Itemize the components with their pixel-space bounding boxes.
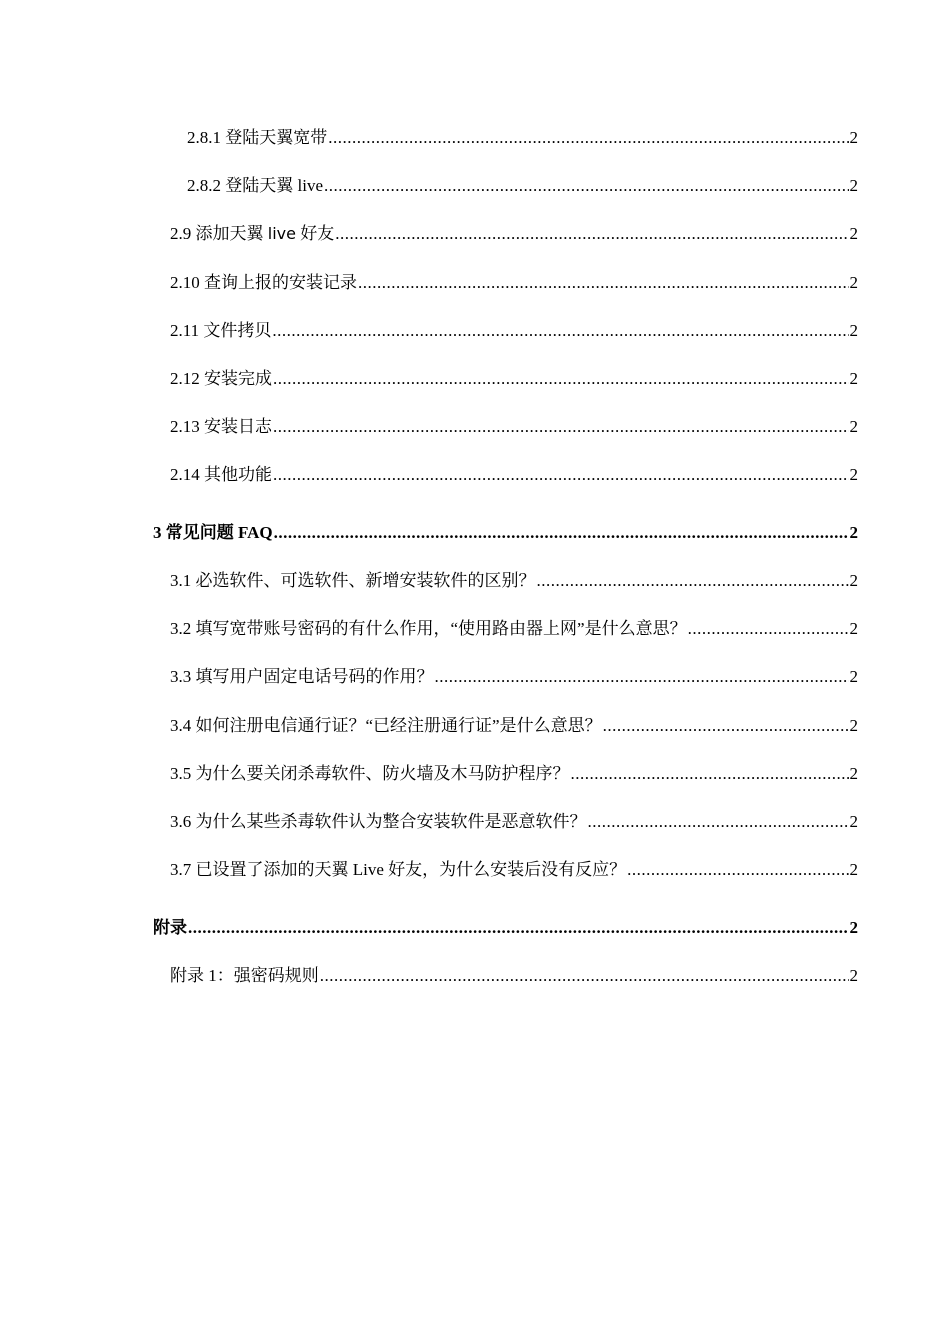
toc-entry-3-3[interactable] — [170, 666, 858, 688]
toc-entry-2-9[interactable] — [170, 223, 858, 245]
toc-leader-dots — [328, 127, 848, 149]
toc-label-prefix: 2.9 添加天翼 — [170, 224, 268, 243]
toc-leader-dots — [627, 859, 848, 881]
toc-leader-dots — [324, 175, 849, 197]
toc-page-number: 2 — [849, 176, 858, 195]
toc-entry-3-5[interactable] — [170, 763, 858, 785]
toc-page-number: 2 — [849, 812, 858, 831]
toc-entry-3-4[interactable] — [170, 715, 858, 737]
toc-entry-label: 3.3 填写用户固定电话号码的作用？ — [170, 667, 434, 686]
toc-entry-label: 3.4 如何注册电信通行证？“已经注册通行证”是什么意思？ — [170, 716, 602, 735]
toc-leader-dots — [588, 811, 849, 833]
toc-entry-label: 2.8.1 登陆天翼宽带 — [187, 128, 328, 147]
toc-page-number: 2 — [849, 667, 858, 686]
toc-entry-label: 3.1 必选软件、可选软件、新增安装软件的区别？ — [170, 571, 536, 590]
toc-page-number: 2 — [849, 966, 858, 985]
toc-label-sans: live — [267, 224, 296, 243]
toc-leader-dots — [571, 763, 849, 785]
toc-entry-2-14[interactable] — [170, 464, 858, 486]
toc-entry-3-7[interactable] — [170, 859, 858, 881]
toc-entry-label: 附录 — [153, 918, 187, 937]
toc-page-number: 2 — [849, 764, 858, 783]
toc-entry-label: 2.14 其他功能 — [170, 465, 272, 484]
toc-page-number: 2 — [849, 860, 858, 879]
toc-entry-label: 附录 1：强密码规则 — [170, 966, 319, 985]
toc-leader-dots — [537, 570, 849, 592]
toc-page-number: 2 — [849, 716, 858, 735]
toc-page-number: 2 — [849, 619, 858, 638]
toc-leader-dots — [272, 320, 848, 342]
toc-leader-dots — [335, 223, 848, 245]
toc-entry-2-13[interactable] — [170, 416, 858, 438]
toc-entry-3-1[interactable] — [170, 570, 858, 592]
toc-entry-3-2[interactable] — [170, 618, 858, 640]
toc-entry-3[interactable] — [153, 522, 858, 544]
toc-entry-label: 2.8.2 登陆天翼 live — [187, 176, 323, 195]
toc-leader-dots — [603, 715, 849, 737]
toc-entry-label: 3.2 填写宽带账号密码的有什么作用，“使用路由器上网”是什么意思？ — [170, 619, 687, 638]
toc-page-number: 2 — [849, 571, 858, 590]
toc-leader-dots — [273, 416, 849, 438]
toc-entry-2-8-1[interactable] — [187, 127, 858, 149]
toc-page-number: 2 — [849, 918, 858, 937]
toc-entry-label — [170, 223, 334, 245]
toc-entry-label: 3 常见问题 FAQ — [153, 523, 273, 542]
toc-page-number: 2 — [849, 465, 858, 484]
toc-leader-dots — [273, 464, 849, 486]
toc-leader-dots — [188, 917, 849, 939]
toc-entry-2-12[interactable] — [170, 368, 858, 390]
toc-entry-3-6[interactable] — [170, 811, 858, 833]
toc-leader-dots — [358, 272, 849, 294]
toc-page-number: 2 — [849, 273, 858, 292]
toc-page-number: 2 — [849, 224, 858, 243]
toc-leader-dots — [435, 666, 849, 688]
toc-page-number: 2 — [849, 523, 858, 542]
toc-entry-label: 2.11 文件拷贝 — [170, 321, 272, 340]
toc-leader-dots — [273, 368, 849, 390]
toc-leader-dots — [688, 618, 849, 640]
toc-entry-label: 2.13 安装日志 — [170, 417, 272, 436]
toc-leader-dots — [320, 965, 849, 987]
toc-page-number: 2 — [849, 321, 858, 340]
toc-entry-2-11[interactable] — [170, 320, 858, 342]
toc-page-number: 2 — [849, 128, 858, 147]
toc-page-number: 2 — [849, 369, 858, 388]
toc-entry-label: 2.12 安装完成 — [170, 369, 272, 388]
toc-entry-2-10[interactable] — [170, 272, 858, 294]
toc-entry-label: 2.10 查询上报的安装记录 — [170, 273, 357, 292]
toc-label-suffix: 好友 — [295, 224, 335, 243]
toc-entry-2-8-2[interactable] — [187, 175, 858, 197]
toc-leader-dots — [274, 522, 849, 544]
toc-entry-label: 3.7 已设置了添加的天翼 Live 好友，为什么安装后没有反应？ — [170, 860, 627, 879]
toc-page-number: 2 — [849, 417, 858, 436]
toc-entry-label: 3.6 为什么某些杀毒软件认为整合安装软件是恶意软件？ — [170, 812, 587, 831]
toc-entry-appendix[interactable] — [153, 917, 858, 939]
toc-entry-label: 3.5 为什么要关闭杀毒软件、防火墙及木马防护程序？ — [170, 764, 570, 783]
toc-entry-appendix-1[interactable] — [170, 965, 858, 987]
